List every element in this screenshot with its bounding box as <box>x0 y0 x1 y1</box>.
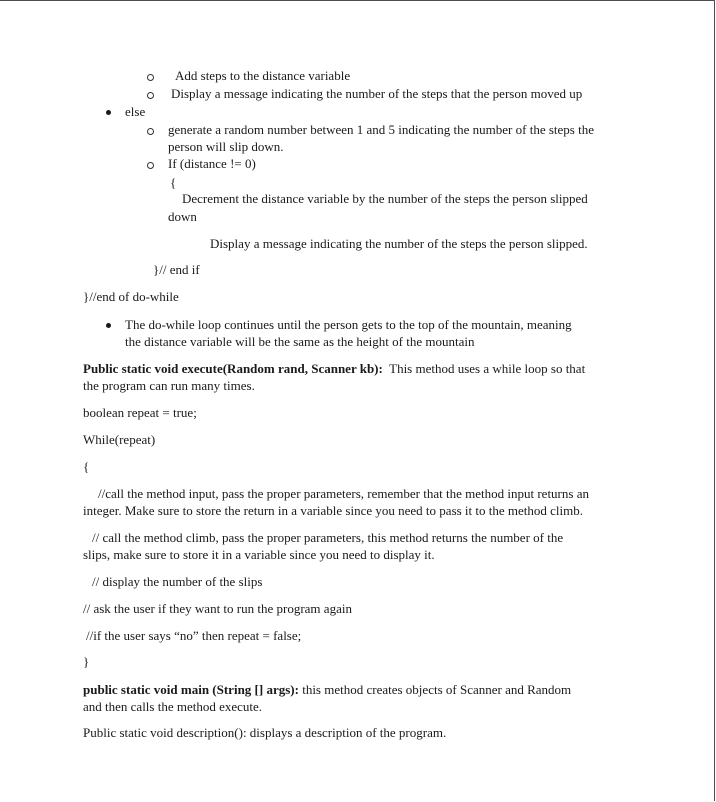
execute-method-paragraph <box>83 361 585 377</box>
sub-bullet-display-up: Display a message indicating the number of the steps that the person moved up <box>171 86 583 101</box>
end-do-while-line: }//end of do-while <box>83 289 179 304</box>
while-open-brace: { <box>83 459 90 474</box>
sub-bullet-add-steps: Add steps to the distance variable <box>175 68 351 83</box>
while-close-brace: } <box>83 654 90 669</box>
comment-display-slips: // display the number of the slips <box>92 574 263 589</box>
loop-note-line1: The do-while loop continues until the person gets to the top of the mountain, meaning <box>125 317 572 332</box>
sub-bullet-if: If (distance != 0) <box>168 156 256 171</box>
comment-input-line2: integer. Make sure to store the return in a variable since you need to pass it to the method climb. <box>83 503 583 518</box>
sub-bullet-random-line2: person will slip down. <box>168 139 284 154</box>
loop-note-line2: the distance variable will be the same as the height of the mountain <box>125 334 475 349</box>
comment-user-says-no: //if the user says “no” then repeat = false; <box>86 628 302 643</box>
main-method-paragraph <box>83 682 571 698</box>
else-keyword: else <box>125 104 146 119</box>
comment-ask-user: // ask the user if they want to run the program again <box>83 601 352 616</box>
main-description: this method creates objects of Scanner and Random <box>302 682 572 697</box>
main-signature: public static void main (String [] args): <box>83 682 299 697</box>
sub-bullet-random-line1: generate a random number between 1 and 5 indicating the number of the steps the <box>168 122 594 137</box>
while-repeat-line: While(repeat) <box>83 432 156 447</box>
execute-description: This method uses a while loop so that <box>389 361 586 376</box>
disc-bullet-icon <box>106 323 111 328</box>
execute-signature: Public static void execute(Random rand, Scanner kb): <box>83 361 383 376</box>
decrement-line2: down <box>168 209 197 224</box>
display-slipped-line: Display a message indicating the number of the steps the person slipped. <box>210 236 588 251</box>
circle-bullet-icon <box>147 128 154 135</box>
description-method-line: Public static void description(): displays a description of the program. <box>83 725 447 740</box>
circle-bullet-icon <box>147 162 154 169</box>
circle-bullet-icon <box>147 74 154 81</box>
comment-input-line1: //call the method input, pass the proper parameters, remember that the method input returns an <box>98 486 589 501</box>
comment-climb-line1: // call the method climb, pass the proper parameters, this method returns the number of the <box>92 530 564 545</box>
end-if-line: }// end if <box>153 262 200 277</box>
execute-description-line2: the program can run many times. <box>83 378 255 393</box>
if-open-brace: { <box>170 175 177 190</box>
disc-bullet-icon <box>106 110 111 115</box>
main-description-line2: and then calls the method execute. <box>83 699 263 714</box>
repeat-declaration: boolean repeat = true; <box>83 405 197 420</box>
comment-climb-line2: slips, make sure to store it in a variable since you need to display it. <box>83 547 435 562</box>
circle-bullet-icon <box>147 92 154 99</box>
decrement-line1: Decrement the distance variable by the number of the steps the person slipped <box>182 191 588 206</box>
